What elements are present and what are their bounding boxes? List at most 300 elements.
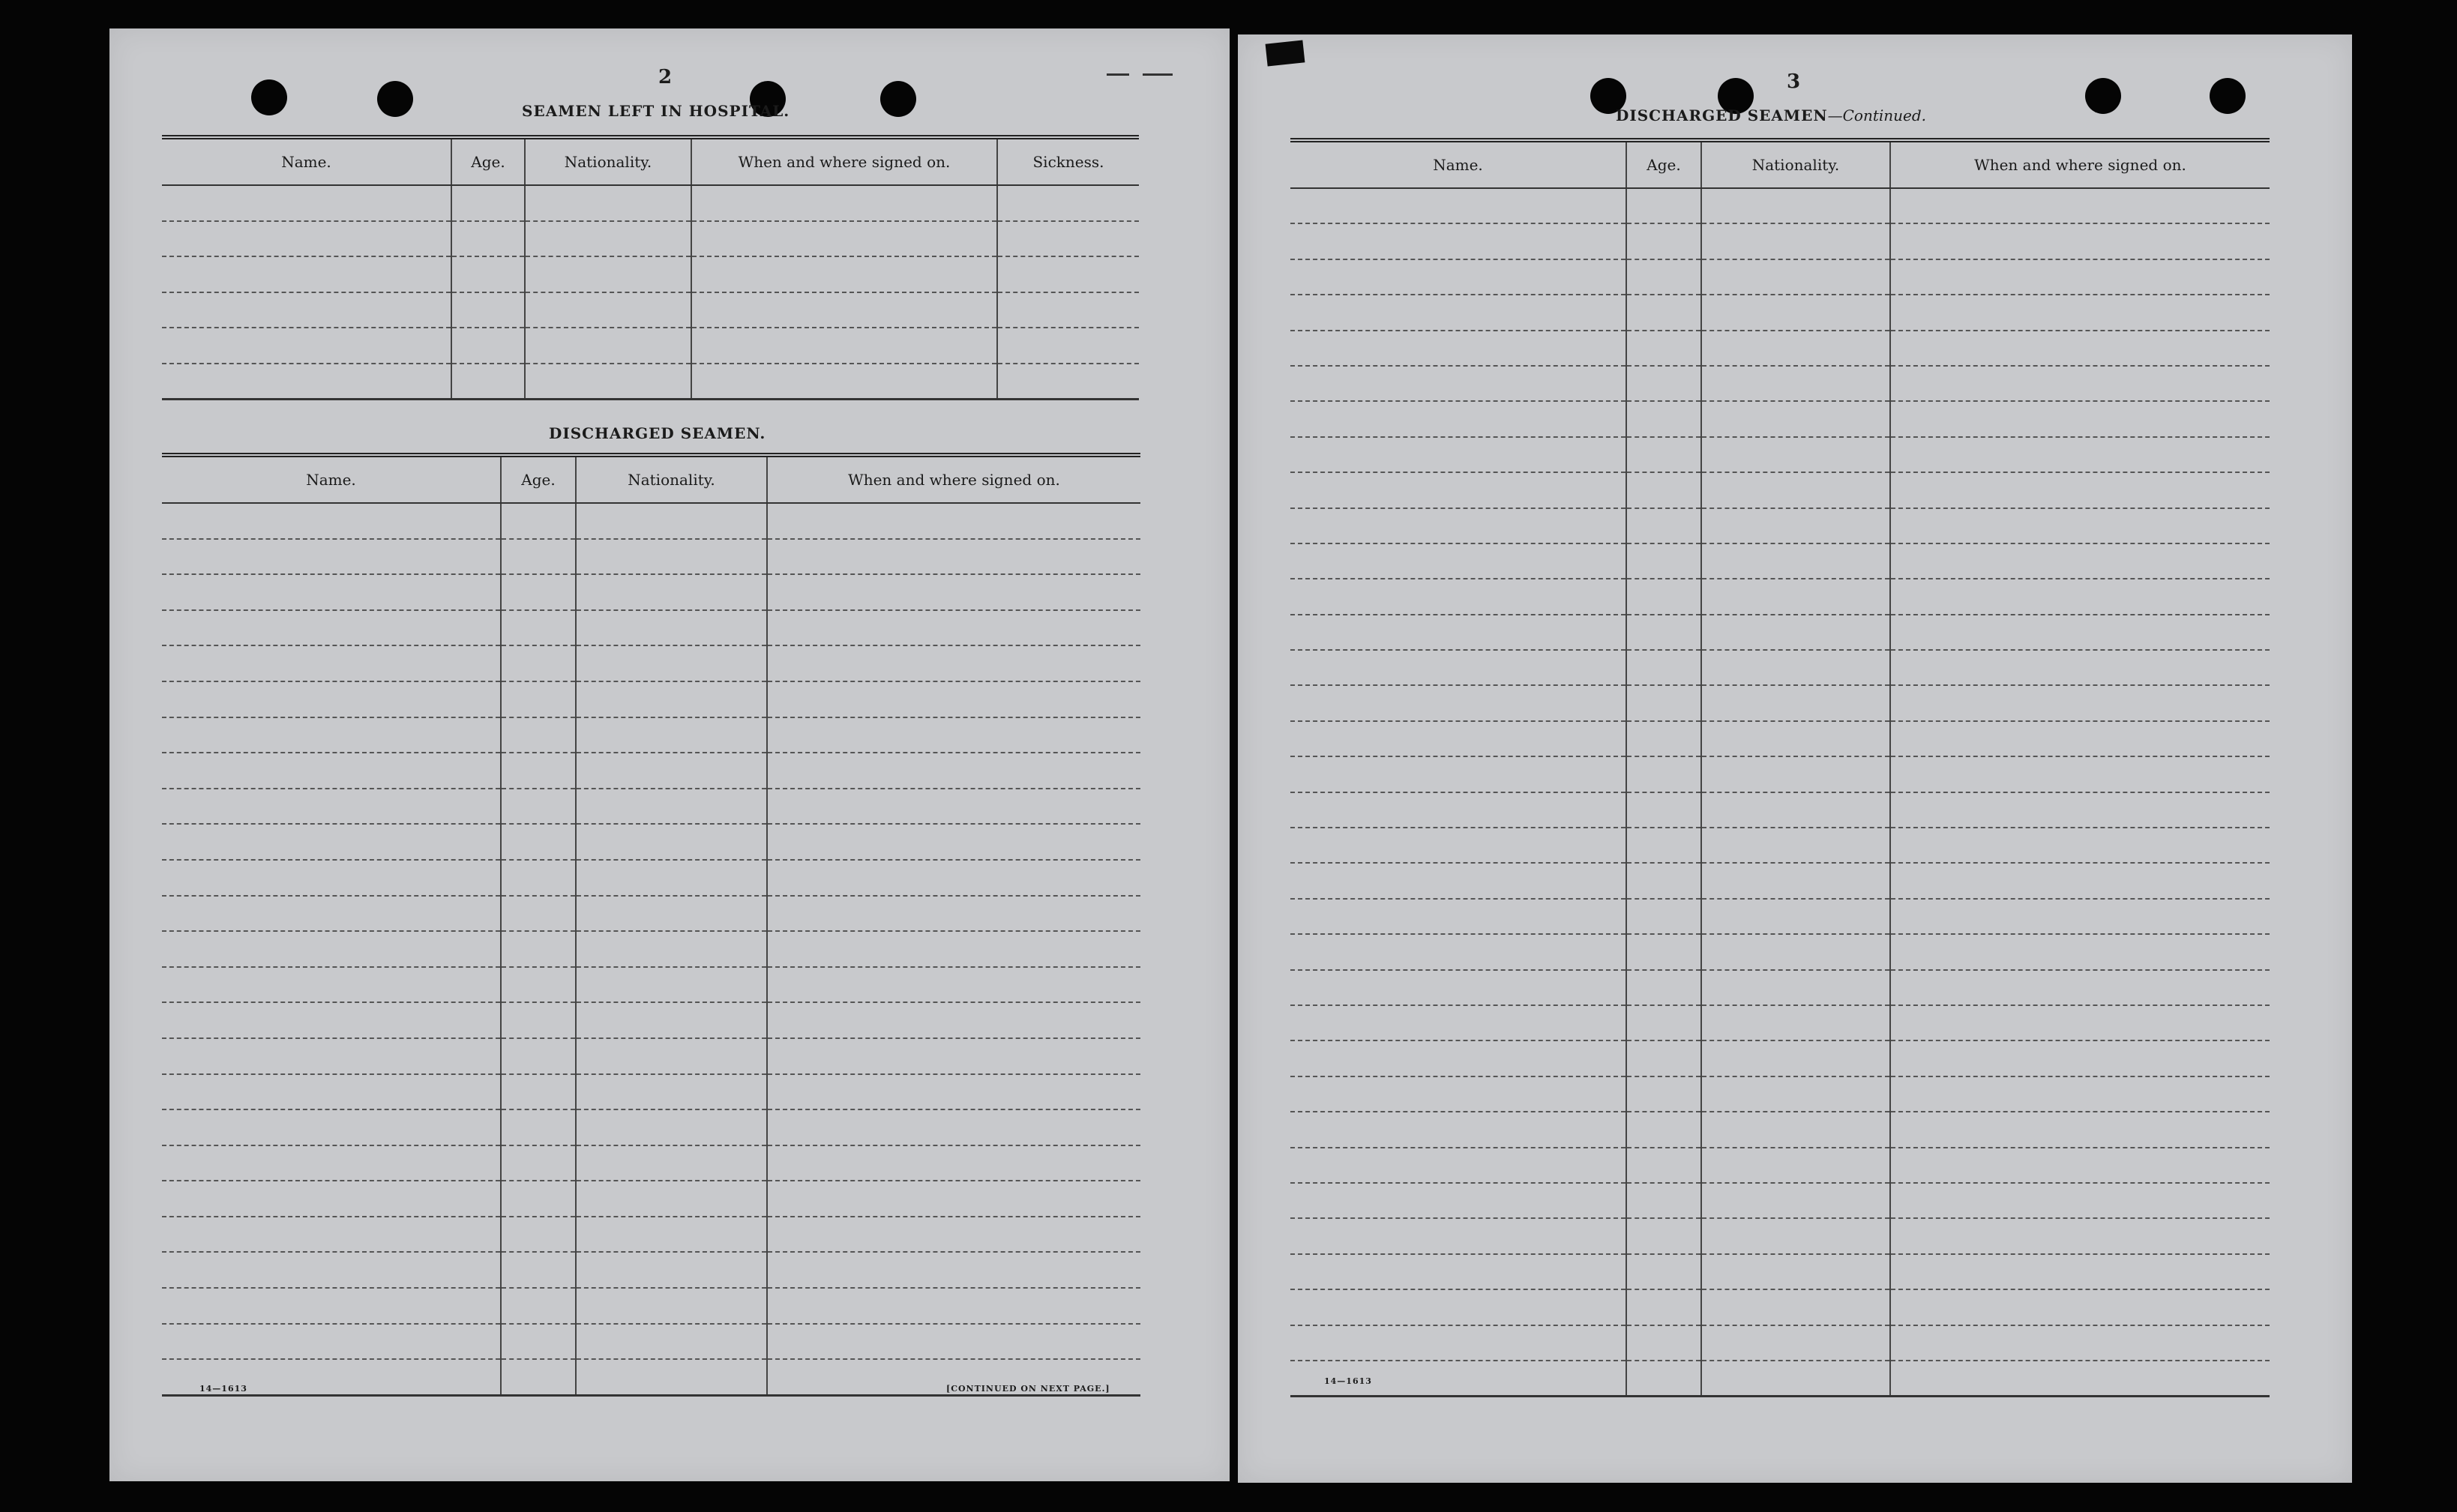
table-cell — [1701, 543, 1890, 579]
ink-mark — [1143, 73, 1173, 76]
table-row — [1290, 1325, 2270, 1361]
table-cell — [1290, 792, 1626, 828]
table-cell — [162, 717, 501, 753]
table-row — [1290, 508, 2270, 543]
table-cell — [576, 1109, 767, 1145]
table-cell — [576, 753, 767, 789]
table-cell — [1890, 543, 2270, 579]
table-cell — [1890, 615, 2270, 650]
table-cell — [525, 221, 691, 257]
table-cell — [767, 1109, 1140, 1145]
table-cell — [1701, 579, 1890, 614]
table-cell — [1890, 331, 2270, 366]
table-cell — [767, 1074, 1140, 1110]
table-cell — [1290, 579, 1626, 614]
table-cell — [767, 1038, 1140, 1074]
table-cell — [162, 221, 451, 257]
table-cell — [1701, 1361, 1890, 1397]
table-cell — [162, 1252, 501, 1288]
table-cell — [1701, 295, 1890, 330]
table-cell — [162, 292, 451, 328]
table-cell — [997, 185, 1139, 221]
table-cell — [501, 717, 576, 753]
title-main: DISCHARGED SEAMEN — [1616, 106, 1828, 124]
table-cell — [501, 574, 576, 610]
table-cell — [1701, 223, 1890, 259]
table-cell — [1890, 366, 2270, 401]
table-cell — [576, 1324, 767, 1360]
table-cell — [997, 221, 1139, 257]
table-cell — [1290, 472, 1626, 507]
table-cell — [501, 1359, 576, 1395]
table-cell — [767, 1252, 1140, 1288]
table-cell — [162, 753, 501, 789]
table-cell — [501, 1109, 576, 1145]
table-cell — [1701, 899, 1890, 934]
table-cell — [501, 1145, 576, 1181]
table-row — [162, 896, 1140, 932]
table-cell — [162, 364, 451, 400]
table-cell — [451, 221, 525, 257]
table-row — [162, 503, 1140, 539]
column-header-age: Age. — [451, 137, 525, 185]
table-cell — [451, 256, 525, 292]
table-row — [1290, 331, 2270, 366]
table-cell — [1701, 1005, 1890, 1040]
table-row — [1290, 366, 2270, 401]
table-cell — [767, 896, 1140, 932]
table-cell — [767, 610, 1140, 646]
table-row — [1290, 295, 2270, 330]
table-cell — [1701, 1254, 1890, 1289]
hospital-table — [162, 135, 1139, 400]
table-row — [162, 574, 1140, 610]
table-cell — [576, 1359, 767, 1395]
table-row — [1290, 828, 2270, 863]
table-cell — [1890, 437, 2270, 472]
table-row — [162, 1002, 1140, 1038]
column-header-signed-on: When and where signed on. — [767, 455, 1140, 503]
table-cell — [1890, 1218, 2270, 1253]
table-cell — [525, 364, 691, 400]
table-cell — [576, 1217, 767, 1253]
table-cell — [691, 328, 997, 364]
column-header-name: Name. — [1290, 140, 1626, 188]
table-cell — [767, 1324, 1140, 1360]
table-cell — [501, 1181, 576, 1217]
table-cell — [162, 681, 501, 717]
table-cell — [997, 256, 1139, 292]
table-cell — [501, 1288, 576, 1324]
table-cell — [162, 1181, 501, 1217]
table-cell — [501, 896, 576, 932]
table-cell — [767, 967, 1140, 1003]
table-row — [162, 1109, 1140, 1145]
table-cell — [1890, 579, 2270, 614]
table-row — [1290, 1183, 2270, 1218]
table-cell — [1890, 970, 2270, 1005]
column-header-nationality: Nationality. — [1701, 140, 1890, 188]
table-cell — [1626, 1112, 1701, 1147]
table-cell — [162, 1288, 501, 1324]
table-cell — [1290, 543, 1626, 579]
table-cell — [1626, 1040, 1701, 1076]
table-cell — [1890, 685, 2270, 720]
table-cell — [162, 1145, 501, 1181]
table-cell — [1701, 1076, 1890, 1112]
table-row — [162, 185, 1139, 221]
table-cell — [1626, 401, 1701, 436]
table-cell — [1626, 508, 1701, 543]
table-cell — [1626, 1005, 1701, 1040]
table-cell — [1890, 259, 2270, 295]
table-cell — [1626, 295, 1701, 330]
table-cell — [1701, 437, 1890, 472]
table-cell — [501, 645, 576, 681]
table-cell — [1626, 792, 1701, 828]
punch-hole — [377, 81, 413, 117]
table-row — [1290, 472, 2270, 507]
table-cell — [162, 645, 501, 681]
table-cell — [1626, 1289, 1701, 1325]
table-cell — [501, 967, 576, 1003]
table-cell — [767, 753, 1140, 789]
table-row — [1290, 1112, 2270, 1147]
table-cell — [576, 539, 767, 575]
table-cell — [1890, 721, 2270, 756]
table-cell — [162, 860, 501, 896]
table-cell — [1290, 1183, 1626, 1218]
table-cell — [767, 1002, 1140, 1038]
table-cell — [1626, 259, 1701, 295]
table-row — [162, 967, 1140, 1003]
punch-hole — [880, 81, 916, 117]
table-cell — [1701, 401, 1890, 436]
table-cell — [1626, 1218, 1701, 1253]
hospital-section-title: SEAMEN LEFT IN HOSPITAL. — [522, 102, 790, 120]
table-cell — [162, 1217, 501, 1253]
table-cell — [1626, 223, 1701, 259]
table-cell — [1290, 899, 1626, 934]
table-cell — [691, 185, 997, 221]
table-row — [1290, 615, 2270, 650]
table-cell — [1626, 828, 1701, 863]
table-cell — [1626, 970, 1701, 1005]
table-cell — [501, 1038, 576, 1074]
table-cell — [1626, 721, 1701, 756]
table-cell — [1290, 366, 1626, 401]
column-header-age: Age. — [501, 455, 576, 503]
table-cell — [1701, 650, 1890, 685]
table-cell — [691, 256, 997, 292]
table-cell — [162, 1074, 501, 1110]
table-cell — [501, 610, 576, 646]
table-cell — [1290, 934, 1626, 969]
table-cell — [1701, 863, 1890, 898]
table-cell — [1890, 508, 2270, 543]
table-cell — [1890, 401, 2270, 436]
table-cell — [767, 717, 1140, 753]
table-cell — [1626, 543, 1701, 579]
table-cell — [1290, 401, 1626, 436]
table-cell — [997, 292, 1139, 328]
table-cell — [1290, 1076, 1626, 1112]
table-cell — [1290, 1254, 1626, 1289]
page-number: 2 — [658, 66, 673, 88]
table-cell — [1626, 1254, 1701, 1289]
table-cell — [1290, 1325, 1626, 1361]
table-cell — [576, 931, 767, 967]
table-cell — [1626, 188, 1701, 223]
table-cell — [1701, 508, 1890, 543]
table-cell — [501, 503, 576, 539]
table-row — [162, 717, 1140, 753]
table-row — [1290, 899, 2270, 934]
table-row — [1290, 721, 2270, 756]
form-number: 14—1613 — [199, 1384, 247, 1394]
table-row — [162, 824, 1140, 860]
table-cell — [1890, 1148, 2270, 1183]
table-cell — [767, 1217, 1140, 1253]
table-cell — [162, 1324, 501, 1360]
table-cell — [1701, 1325, 1890, 1361]
table-cell — [525, 256, 691, 292]
table-row — [1290, 650, 2270, 685]
table-cell — [1290, 437, 1626, 472]
table-row — [162, 1038, 1140, 1074]
table-cell — [501, 1217, 576, 1253]
table-row — [1290, 1254, 2270, 1289]
table-cell — [1890, 899, 2270, 934]
table-cell — [767, 1288, 1140, 1324]
table-cell — [1701, 1289, 1890, 1325]
table-cell — [997, 364, 1139, 400]
table-cell — [1890, 792, 2270, 828]
table-cell — [767, 539, 1140, 575]
table-cell — [1701, 1218, 1890, 1253]
table-row — [1290, 1218, 2270, 1253]
table-row — [1290, 1040, 2270, 1076]
table-row — [162, 645, 1140, 681]
table-cell — [1290, 188, 1626, 223]
table-cell — [1890, 1005, 2270, 1040]
table-cell — [576, 967, 767, 1003]
form-number: 14—1613 — [1324, 1376, 1372, 1386]
table-cell — [501, 824, 576, 860]
table-cell — [1290, 295, 1626, 330]
table-cell — [1290, 863, 1626, 898]
table-cell — [162, 574, 501, 610]
table-cell — [501, 1324, 576, 1360]
table-cell — [1701, 331, 1890, 366]
table-cell — [1890, 863, 2270, 898]
table-cell — [1701, 1040, 1890, 1076]
table-cell — [1290, 1005, 1626, 1040]
table-cell — [1701, 828, 1890, 863]
table-cell — [501, 931, 576, 967]
table-cell — [1290, 1148, 1626, 1183]
table-cell — [1626, 934, 1701, 969]
table-cell — [767, 503, 1140, 539]
table-cell — [1290, 223, 1626, 259]
table-row — [1290, 685, 2270, 720]
table-cell — [1701, 615, 1890, 650]
table-cell — [162, 328, 451, 364]
table-row — [162, 328, 1139, 364]
table-cell — [1701, 970, 1890, 1005]
table-cell — [576, 610, 767, 646]
right-page — [1238, 34, 2352, 1483]
table-cell — [1626, 1183, 1701, 1218]
table-row — [162, 1252, 1140, 1288]
table-row — [162, 753, 1140, 789]
table-row — [1290, 1361, 2270, 1397]
discharged-section-title: DISCHARGED SEAMEN. — [549, 424, 766, 442]
title-suffix: —Continued. — [1827, 106, 1927, 124]
table-cell — [576, 1038, 767, 1074]
table-row — [162, 256, 1139, 292]
table-row — [1290, 543, 2270, 579]
table-row — [162, 1324, 1140, 1360]
table-cell — [162, 539, 501, 575]
table-cell — [1890, 188, 2270, 223]
table-cell — [1890, 934, 2270, 969]
table-cell — [576, 1002, 767, 1038]
table-cell — [1626, 366, 1701, 401]
table-cell — [525, 292, 691, 328]
table-cell — [162, 1109, 501, 1145]
table-cell — [1626, 1325, 1701, 1361]
table-cell — [1290, 1112, 1626, 1147]
table-cell — [576, 1145, 767, 1181]
table-cell — [1626, 615, 1701, 650]
table-cell — [767, 789, 1140, 825]
table-cell — [451, 328, 525, 364]
table-cell — [1701, 472, 1890, 507]
table-cell — [1890, 756, 2270, 792]
table-cell — [767, 1145, 1140, 1181]
table-row — [162, 292, 1139, 328]
table-cell — [1626, 756, 1701, 792]
table-row — [1290, 1005, 2270, 1040]
table-cell — [767, 681, 1140, 717]
table-cell — [767, 824, 1140, 860]
left-page — [109, 28, 1230, 1481]
table-row — [162, 1145, 1140, 1181]
table-cell — [1890, 1254, 2270, 1289]
table-cell — [1890, 1361, 2270, 1397]
table-row — [1290, 1148, 2270, 1183]
table-cell — [1890, 295, 2270, 330]
table-row — [1290, 1076, 2270, 1112]
table-cell — [576, 860, 767, 896]
table-cell — [1290, 508, 1626, 543]
table-cell — [1626, 650, 1701, 685]
table-cell — [576, 681, 767, 717]
table-cell — [501, 1002, 576, 1038]
table-cell — [1626, 1148, 1701, 1183]
table-cell — [1626, 472, 1701, 507]
table-row — [1290, 188, 2270, 223]
table-cell — [451, 364, 525, 400]
table-row — [162, 1181, 1140, 1217]
ink-mark — [1107, 73, 1129, 76]
table-cell — [162, 1038, 501, 1074]
table-row — [1290, 437, 2270, 472]
table-row — [1290, 579, 2270, 614]
table-row — [162, 860, 1140, 896]
discharged-table — [162, 453, 1140, 1397]
ink-blot — [1266, 40, 1305, 66]
column-header-age: Age. — [1626, 140, 1701, 188]
table-cell — [1290, 828, 1626, 863]
table-row — [1290, 259, 2270, 295]
punch-hole — [2210, 78, 2246, 114]
table-cell — [767, 931, 1140, 967]
table-cell — [1626, 863, 1701, 898]
table-cell — [501, 860, 576, 896]
table-cell — [501, 1074, 576, 1110]
table-cell — [1701, 1148, 1890, 1183]
column-header-signed-on: When and where signed on. — [691, 137, 997, 185]
table-cell — [576, 1288, 767, 1324]
table-cell — [1890, 1112, 2270, 1147]
table-cell — [525, 328, 691, 364]
table-row — [1290, 934, 2270, 969]
table-cell — [1701, 259, 1890, 295]
table-cell — [1290, 721, 1626, 756]
discharged-continued-table — [1290, 138, 2270, 1397]
table-cell — [501, 753, 576, 789]
table-cell — [767, 574, 1140, 610]
table-cell — [162, 256, 451, 292]
table-cell — [1290, 615, 1626, 650]
table-cell — [691, 292, 997, 328]
table-cell — [576, 1074, 767, 1110]
table-row — [162, 1288, 1140, 1324]
table-row — [1290, 756, 2270, 792]
table-cell — [1701, 1112, 1890, 1147]
table-cell — [1890, 1183, 2270, 1218]
table-cell — [162, 931, 501, 967]
table-cell — [1290, 1289, 1626, 1325]
column-header-sickness: Sickness. — [997, 137, 1139, 185]
table-cell — [767, 860, 1140, 896]
table-cell — [1290, 756, 1626, 792]
table-row — [1290, 863, 2270, 898]
table-row — [162, 789, 1140, 825]
table-cell — [162, 967, 501, 1003]
table-cell — [767, 1181, 1140, 1217]
column-header-name: Name. — [162, 137, 451, 185]
table-cell — [576, 503, 767, 539]
table-cell — [1701, 685, 1890, 720]
table-cell — [1701, 792, 1890, 828]
table-cell — [1701, 934, 1890, 969]
table-cell — [1890, 1040, 2270, 1076]
table-row — [1290, 223, 2270, 259]
table-cell — [576, 1181, 767, 1217]
table-cell — [1626, 1076, 1701, 1112]
punch-hole — [2085, 78, 2121, 114]
table-cell — [1701, 721, 1890, 756]
table-row — [162, 364, 1139, 400]
table-cell — [576, 717, 767, 753]
table-row — [162, 681, 1140, 717]
table-cell — [451, 185, 525, 221]
table-cell — [162, 185, 451, 221]
table-row — [162, 1074, 1140, 1110]
